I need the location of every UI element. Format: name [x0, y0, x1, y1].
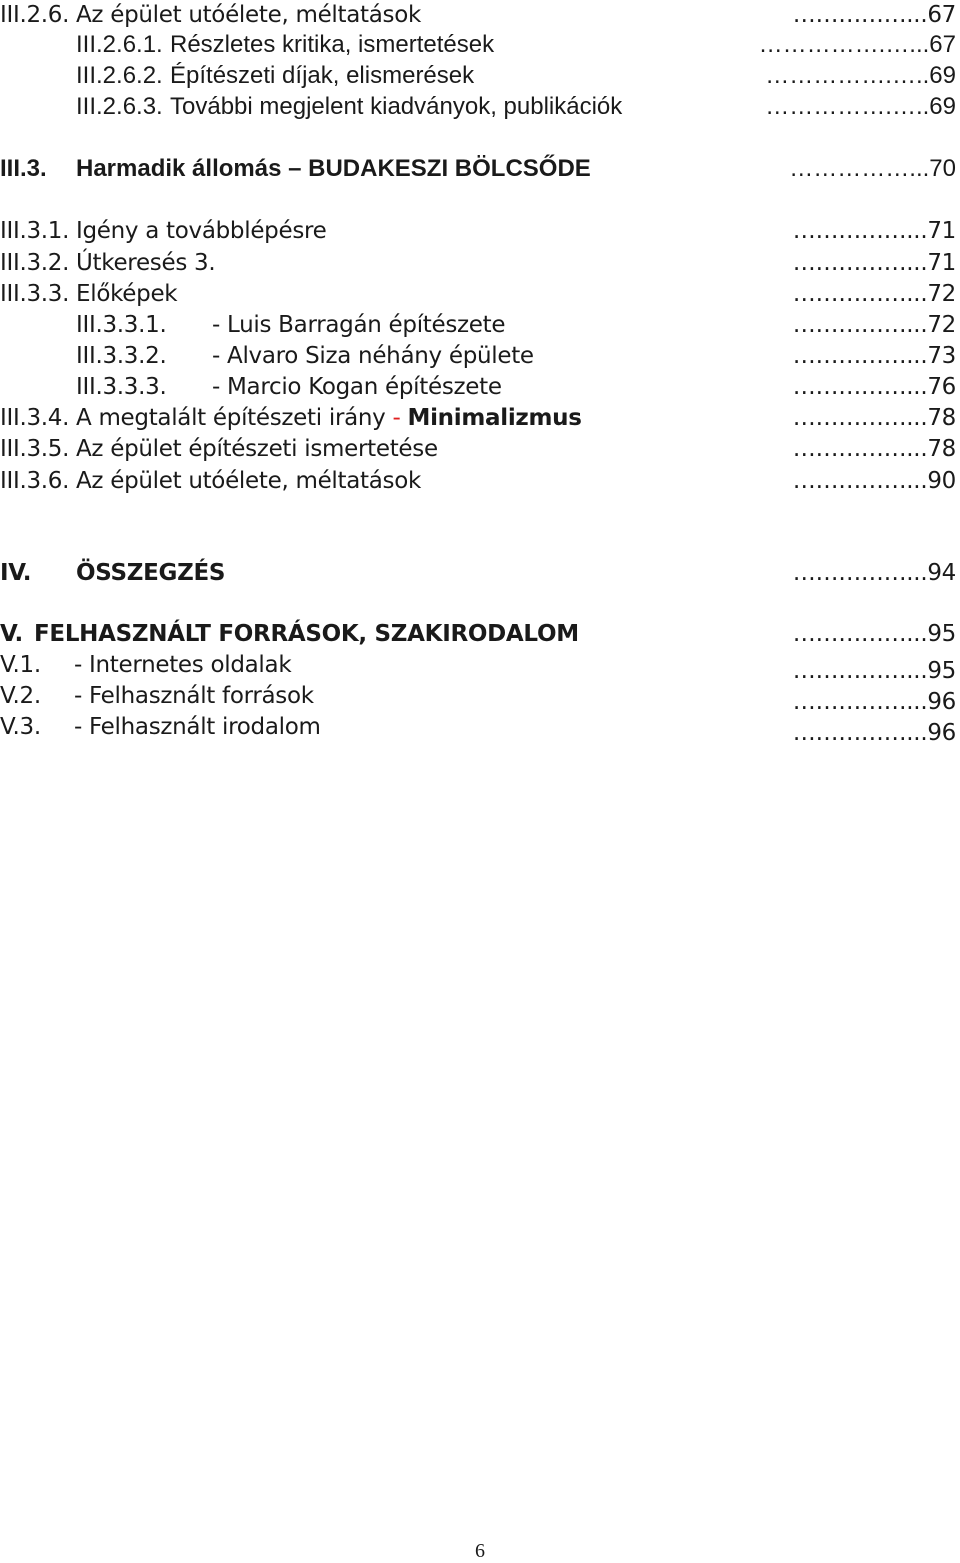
toc-entry-number: III.3.3.: [0, 281, 70, 307]
toc-entry-number: III.3.6.: [0, 468, 70, 494]
toc-row: [0, 30, 960, 62]
toc-row: [0, 279, 960, 311]
toc-row: [0, 341, 960, 373]
toc-entry-page: ……………...76: [792, 374, 956, 400]
toc-entry-title-dash: -: [392, 405, 401, 431]
toc-entry-title: ÖSSZEGZÉS: [76, 560, 226, 586]
toc-entry-title: Az épület utóélete, méltatások: [76, 2, 422, 28]
toc-entry-title: Harmadik állomás – BUDAKESZI BÖLCSŐDE: [76, 155, 591, 182]
toc-entry-title: Az épület utóélete, méltatások: [76, 468, 422, 494]
toc-entry-title: - Felhasznált irodalom: [74, 714, 321, 740]
toc-entry-title: Előképek: [76, 281, 178, 307]
toc-entry-page: ……………...78: [792, 405, 956, 431]
toc-row: [0, 248, 960, 280]
toc-entry-page: ……………...73: [792, 343, 956, 369]
toc-entry-page: ……………...72: [792, 312, 956, 338]
toc-entry-number: IV.: [0, 560, 32, 586]
toc-entry-page: ……………...70: [789, 155, 956, 182]
toc-entry-number: III.3.3.2.: [76, 343, 167, 369]
toc-entry-number: III.3.3.3.: [76, 374, 167, 400]
toc-row: [0, 403, 960, 435]
toc-entry-title: Útkeresés 3.: [76, 250, 216, 276]
toc-entry-number: III.3.1.: [0, 218, 70, 244]
toc-entry-number: V.: [0, 621, 23, 647]
toc-entry-page: ……………...90: [792, 468, 956, 494]
page-number: 6: [475, 1540, 485, 1562]
toc-entry-title: Igény a továbblépésre: [76, 218, 327, 244]
toc-entry-number: V.1.: [0, 652, 41, 678]
toc-entry-page: ……………...71: [792, 250, 956, 276]
toc-entry-title: Részletes kritika, ismertetések: [170, 31, 495, 58]
toc-entry-number: III.3.3.1.: [76, 312, 167, 338]
toc-entry-page: ……………...95: [792, 658, 956, 684]
toc-row: [0, 372, 960, 404]
toc-entry-title: - Internetes oldalak: [74, 652, 292, 678]
toc-row: [0, 466, 960, 498]
toc-entry-number: III.2.6.: [0, 2, 70, 28]
toc-row: [0, 216, 960, 248]
toc-row: [0, 650, 960, 682]
toc-row: [0, 712, 960, 744]
toc-row-heading: [0, 619, 960, 651]
toc-entry-page: …………….…...67: [758, 31, 956, 58]
toc-entry-page: ……………...72: [792, 281, 956, 307]
toc-entry-number: III.3.4.: [0, 405, 70, 431]
toc-row: [0, 434, 960, 466]
toc-entry-number: III.3.: [0, 155, 47, 182]
toc-entry-number: III.3.2.: [0, 250, 70, 276]
toc-entry-title: [76, 403, 582, 433]
toc-entry-page: ……………...67: [792, 2, 956, 28]
toc-entry-number: III.2.6.2.: [76, 62, 163, 89]
toc-entry-number: III.2.6.1.: [76, 31, 163, 58]
toc-entry-number: III.2.6.3.: [76, 93, 163, 120]
toc-entry-number: III.3.5.: [0, 436, 70, 462]
toc-entry-title-emphasis: Minimalizmus: [407, 405, 582, 431]
toc-entry-title: - Alvaro Siza néhány épülete: [212, 343, 534, 369]
toc-row-heading: [0, 558, 960, 590]
toc-entry-title: Az épület építészeti ismertetése: [76, 436, 438, 462]
toc-row: [0, 92, 960, 124]
toc-entry-page: ……………...78: [792, 436, 956, 462]
toc-entry-title-prefix: A megtalált építészeti irány: [76, 405, 393, 431]
toc-row: [0, 0, 960, 32]
toc-entry-page: ……………...71: [792, 218, 956, 244]
toc-entry-title: - Felhasznált források: [74, 683, 314, 709]
toc-row: [0, 310, 960, 342]
toc-entry-title: Építészeti díjak, elismerések: [170, 62, 475, 89]
toc-entry-page: …………….…..69: [765, 62, 956, 89]
toc-entry-page: ……………...96: [792, 689, 956, 715]
toc-row: [0, 61, 960, 93]
toc-row: [0, 681, 960, 713]
toc-entry-title: - Luis Barragán építészete: [212, 312, 506, 338]
toc-entry-title: FELHASZNÁLT FORRÁSOK, SZAKIRODALOM: [34, 621, 579, 647]
toc-entry-number: V.3.: [0, 714, 41, 740]
toc-entry-title: További megjelent kiadványok, publikációk: [170, 93, 623, 120]
toc-row-heading: [0, 154, 960, 186]
toc-entry-page: ……………...96: [792, 720, 956, 746]
toc-entry-page: ……………...95: [792, 621, 956, 647]
toc-entry-number: V.2.: [0, 683, 41, 709]
toc-entry-title: - Marcio Kogan építészete: [212, 374, 502, 400]
toc-entry-page: ……………...94: [792, 560, 956, 586]
toc-entry-page: …………….…..69: [765, 93, 956, 120]
